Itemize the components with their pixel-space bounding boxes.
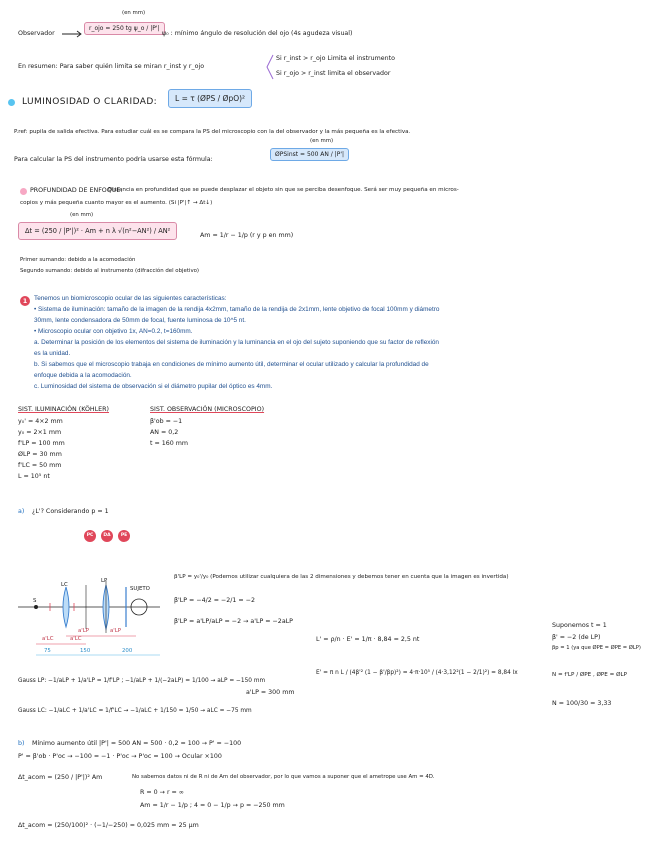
beta-line-1: β'LP = −4/2 = −2/1 = −2 [174,597,255,604]
problem-line-1: • Sistema de iluminación: tamaño de la imagen de la rendija 4x2mm, tamaño de la rendija de 2x1mm, lente objetivo de focal 100mm y diámetro [34,306,440,313]
obs-item-0: β'ob = −1 [150,418,183,425]
depth-formula-box: Δt = (250 / |P'|)² · Am + n λ √(n²−AN²) / AN² [18,222,177,240]
depth-text-2: copios y más pequeña cuanto mayor es el aumento. (Si |P'|↑ → Δt↓) [20,200,213,206]
dt-result: Δt_acom = (250/100)² · (−1/−250) = 0,025 mm = 25 μm [18,822,199,829]
diagram-dim-alp: a'LP [78,628,90,634]
luminosity-formula-box: L = τ (ØPS / ØpO)² [168,89,252,108]
problem-line-4: a. Determinar la posición de los elementos del sistema de iluminación y la luminancia en el ojo del sujeto suponiendo que su factor de reflexión [34,339,439,346]
illum-item-0: y₀' = 4×2 mm [18,418,63,425]
problem-number-badge: 1 [20,296,30,306]
dt-line: Δt_acom = (250 / |P'|)² Am [18,774,103,781]
badge-pc: PC [84,530,96,542]
illum-item-4: f'LC = 50 mm [18,462,62,469]
part-b-label: b) [18,740,25,747]
psi-note: ψ₀ : mínimo ángulo de resolución del ojo (4s agudeza visual) [162,30,353,37]
ps-note: Para calcular la PS del instrumento podría usarse esta fórmula: [14,156,213,163]
part-a-title: ¿L'? Considerando p = 1 [32,508,109,515]
diagram-subject: SUJETO [130,586,150,592]
depth-unit: (en mm) [70,212,94,218]
brace-icon [264,54,274,80]
gauss-lc: Gauss LC: −1/aLC + 1/a'LC = 1/f'LC → −1/aLC + 1/150 = 1/50 → aLC = −75 mm [18,708,252,714]
summary-text: En resumen: Para saber quién limita se miran r_inst y r_ojo [18,63,205,70]
assume-title: Suponemos t = 1 [552,622,607,629]
diagram-dim-150: 150 [80,648,91,654]
am-line: Am = 1/r − 1/p ; 4 = 0 − 1/p → p = −250 mm [140,802,285,809]
luminosity-heading: LUMINOSIDAD O CLARIDAD: [22,97,158,107]
ps-unit: (en mm) [310,138,334,144]
summary-case-1: Si r_inst > r_ojo Limita el instrumento [276,55,395,62]
r-line: R = 0 → r = ∞ [140,789,185,796]
obs-title: SIST. OBSERVACIÓN (MICROSCOPIO) [150,406,265,413]
problem-line-2: 30mm, lente condensadora de 50mm de focal, fuente luminosa de 10^5 nt. [34,317,246,324]
gauss-lp: Gauss LP: −1/aLP + 1/a'LP = 1/f'LP ; −1/aLP + 1/(−2aLP) = 1/100 → aLP = −150 mm [18,678,266,684]
depth-bullet-icon [20,188,27,195]
illum-item-2: f'LP = 100 mm [18,440,65,447]
dt-note: No sabemos datos ni de R ni de Am del observador, por lo que vamos a suponer que el ametrope use Am = 4D. [132,774,435,780]
diagram-dim-alc: a'LC [42,636,54,642]
problem-line-5: es la unidad. [34,350,71,357]
luminosity-bullet-icon [8,99,15,106]
assume-1: β' = −2 (de LP) [552,634,601,641]
observer-label: Observador [18,30,55,37]
n-formula: N = f'LP / ØPE , ØPE = ØLP [552,672,627,678]
gauss-lp-2: a'LP = 300 mm [246,689,295,696]
optical-diagram [14,545,164,665]
diagram-dim-alp2: a'LP [110,628,122,634]
badge-da: DA [101,530,113,542]
obs-item-1: AN = 0,2 [150,429,179,436]
lum-line-2: E' = π n L / (4β'² (1 − β'/βp)²) = 4·π·10⁵ / (4·3,12²(1 − 2/1)²) = 8,84 lx [316,670,518,676]
lum-line-1: L' = ρ/n · E' = 1/π · 8,84 = 2,5 nt [316,636,420,643]
diagram-lp: LP [101,578,108,584]
beta-line-0: β'LP = y₀'/y₀ (Podemos utilizar cualquiera de las 2 dimensiones y debemos tener en cuenta que la imagen es invertida) [174,574,509,580]
arrow-right-icon [62,30,84,38]
am-formula: Am = 1/r − 1/p (r y p en mm) [200,232,294,239]
illum-item-5: L = 10⁵ nt [18,473,50,480]
observer-formula-box: r_ojo = 250 tg ψ_o / |P'| [84,22,165,35]
n-value: N = 100/30 = 3,33 [552,700,612,707]
depth-term-1: Primer sumando: debido a la acomodación [20,257,136,263]
problem-line-8: c. Luminosidad del sistema de observación si el diámetro pupilar del óptico es 4mm. [34,383,273,390]
observer-formula-unit: (en mm) [122,10,146,16]
part-a-label: a) [18,508,25,515]
badge-pe: PE [118,530,130,542]
diagram-lc: LC [61,582,68,588]
part-b-line-2: P' = β'ob · P'oc → −100 = −1 · P'oc → P'oc = 100 → Ocular ×100 [18,753,222,760]
diagram-dim-200: 200 [122,648,133,654]
diagram-dim-75: 75 [44,648,51,654]
summary-case-2: Si r_ojo > r_inst limita el observador [276,70,391,77]
diagram-dim-alc2: a'LC [70,636,82,642]
problem-line-3: • Microscopio ocular con objetivo 1x, AN=0.2, t=160mm. [34,328,193,335]
illum-item-3: ØLP = 30 mm [18,451,62,458]
illum-item-1: y₀ = 2×1 mm [18,429,62,436]
problem-line-7: enfoque debida a la acomodación. [34,372,132,379]
beta-line-2: β'LP = a'LP/aLP = −2 → a'LP = −2aLP [174,618,293,625]
part-b-line-1: Mínimo aumento útil |P'| = 500 AN = 500 · 0,2 = 100 → P' = −100 [32,740,242,747]
depth-heading: PROFUNDIDAD DE ENFOQUE: [30,187,123,194]
illum-title: SIST. ILUMINACIÓN (KÖHLER) [18,406,109,413]
pupil-note: P.ref: pupila de salida efectiva. Para estudiar cuál es se compara la PS del microscopio con la del observador y la más pequeña es la efectiva. [14,129,411,135]
problem-line-6: b. Si sabemos que el microscopio trabaja en condiciones de mínimo aumento útil, determinar el ocular utilizado y calcular la profundidad de [34,361,429,368]
problem-line-0: Tenemos un biomicroscopio ocular de las siguientes características: [34,295,227,302]
depth-term-2: Segundo sumando: debido al instrumento (difracción del objetivo) [20,268,200,274]
ps-formula-box: ØPSinst = 500 AN / |P'| [270,148,349,161]
depth-text-1: Distancia en profundidad que se puede desplazar el objeto sin que se perciba desenfoque. Será ser muy pequeña en micros- [108,187,459,193]
obs-item-2: t = 160 mm [150,440,189,447]
assume-2: βp = 1 (ya que ØPE = ØPE = ØLP) [552,645,641,651]
diagram-source: S [33,598,37,604]
